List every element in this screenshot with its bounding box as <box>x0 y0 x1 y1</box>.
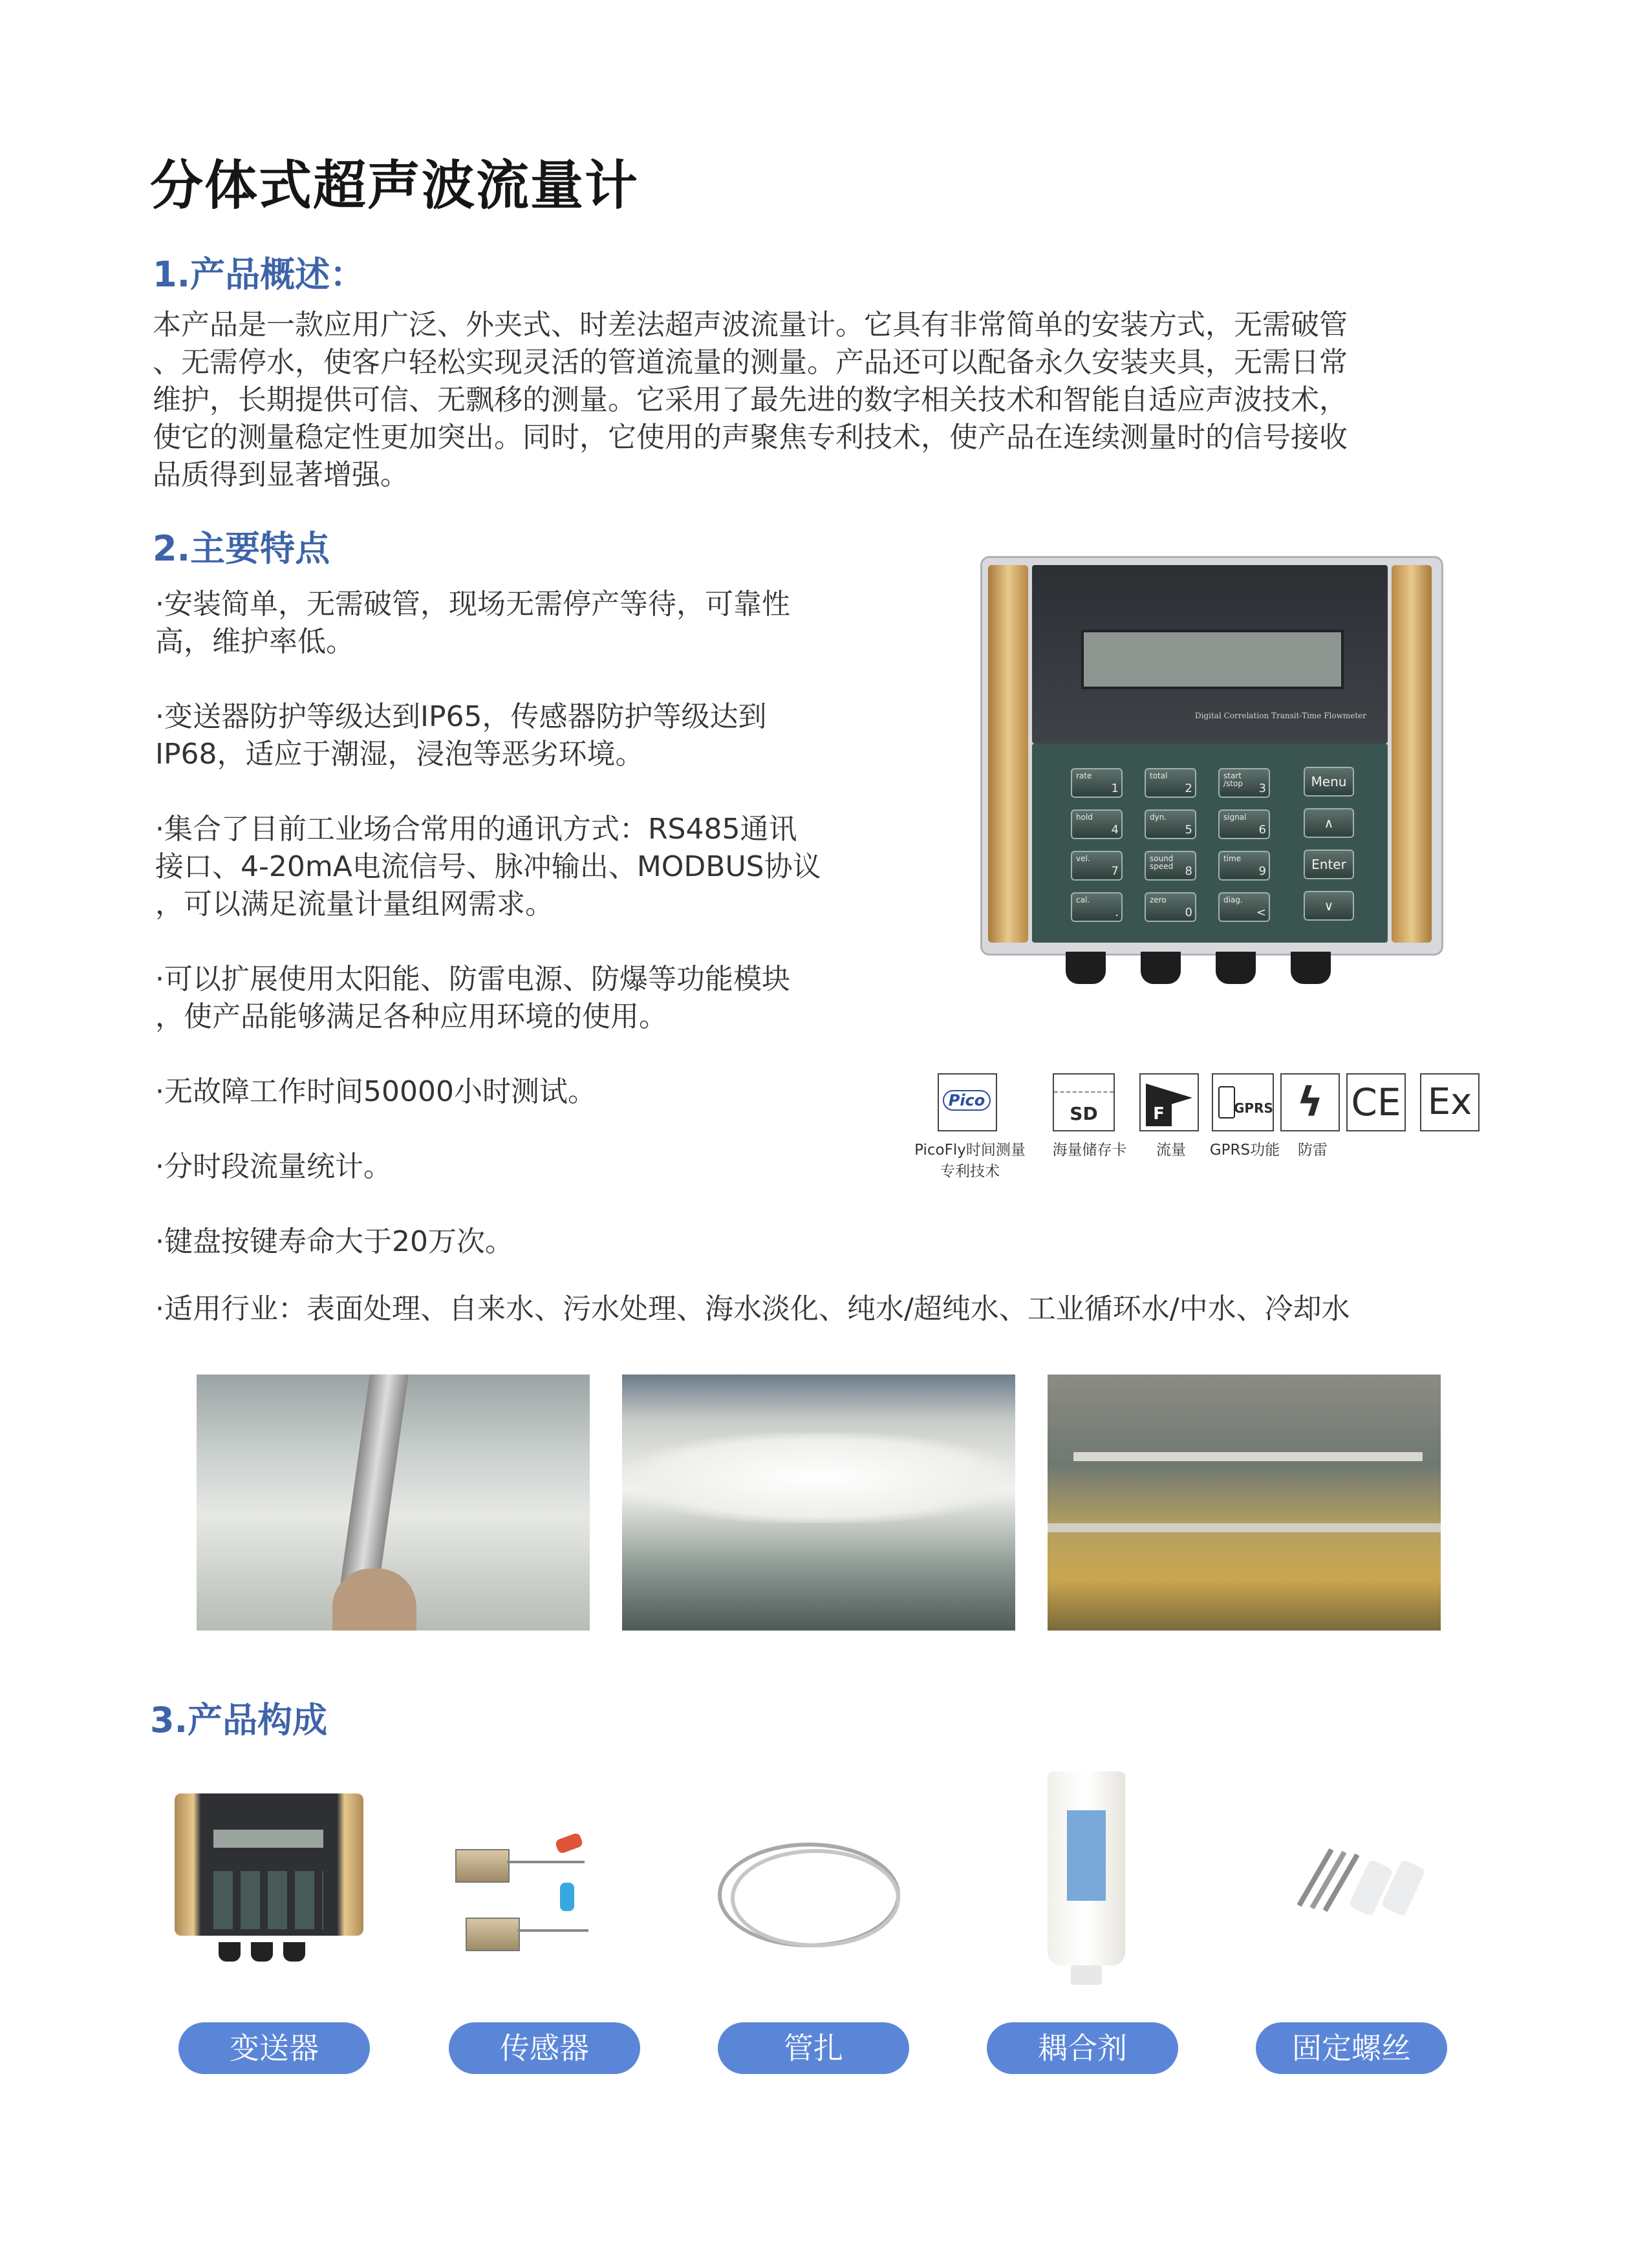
feature-line: ·变送器防护等级达到IP65，传感器防护等级达到 <box>155 700 767 733</box>
keypad-key[interactable]: signal 6 <box>1218 809 1270 839</box>
keypad-panel <box>1032 744 1388 943</box>
section1-heading: 1.产品概述： <box>153 254 365 295</box>
feature-line: 接口、4-20mA电流信号、脉冲输出、MODBUS协议 <box>155 850 821 883</box>
keypad-key[interactable]: start /stop 3 <box>1218 768 1270 798</box>
keypad-side-key[interactable]: Enter <box>1304 850 1354 879</box>
icon-label: 流量 <box>1156 1142 1186 1159</box>
component-couplant-label: 耦合剂 <box>987 2022 1178 2074</box>
photo-aeration-tank <box>197 1375 590 1631</box>
component-transmitter-label: 变送器 <box>178 2022 370 2074</box>
overview-line: 本产品是一款应用广泛、外夹式、时差法超声波流量计。它具有非常简单的安装方式，无需破管 <box>153 308 1348 341</box>
lightning-icon: ϟ <box>1280 1073 1340 1131</box>
section2-heading: 2.主要特点 <box>153 528 330 569</box>
keypad-key[interactable]: zero 0 <box>1145 892 1196 922</box>
keypad-key[interactable]: vel. 7 <box>1071 851 1123 881</box>
keypad-key[interactable]: diag. < <box>1218 892 1270 922</box>
feature-item <box>155 586 918 661</box>
couplant-tube-image <box>1035 1771 1138 1985</box>
device-caption: Digital Correlation Transit-Time Flowmeter <box>1195 711 1367 720</box>
feature-line: ，使产品能够满足各种应用环境的使用。 <box>155 1000 667 1033</box>
feature-line: ，可以满足流量计量组网需求。 <box>155 888 554 921</box>
icon-label: PicoFly时间测量 专利技术 <box>914 1142 1026 1180</box>
industry-line: ·适用行业：表面处理、自来水、污水处理、海水淡化、纯水/超纯水、工业循环水/中水、冷却水 <box>155 1292 1350 1325</box>
ex-mark-icon: Ex <box>1420 1073 1480 1131</box>
screws-image <box>1274 1849 1442 1927</box>
keypad-key[interactable]: sound speed 8 <box>1145 851 1196 881</box>
keypad-key[interactable]: dyn. 5 <box>1145 809 1196 839</box>
keypad-key[interactable]: rate 1 <box>1071 768 1123 798</box>
overview-line: 、无需停水，使客户轻松实现灵活的管道流量的测量。产品还可以配备永久安装夹具，无需日常 <box>153 346 1348 379</box>
keypad-side-key[interactable]: ∧ <box>1304 808 1354 838</box>
section3-heading: 3.产品构成 <box>150 1700 328 1740</box>
feature-item <box>155 1073 918 1111</box>
keypad-key[interactable]: time 9 <box>1218 851 1270 881</box>
keypad-key[interactable]: total 2 <box>1145 768 1196 798</box>
cable-gland <box>1066 952 1106 984</box>
page-title: 分体式超声波流量计 <box>150 155 640 217</box>
transmitter-image <box>175 1793 363 1936</box>
feature-line: ·分时段流量统计。 <box>155 1150 392 1183</box>
picofly-logo-icon: Pico <box>938 1073 997 1131</box>
cable-gland <box>1291 952 1331 984</box>
feature-item <box>155 1223 918 1261</box>
icon-label: 防雷 <box>1298 1142 1328 1159</box>
feature-list <box>155 586 918 1261</box>
gold-side-panel <box>1392 565 1432 943</box>
icon-label: 海量储存卡 <box>1052 1142 1127 1159</box>
feature-item <box>155 698 918 773</box>
overview-line: 品质得到显著增强。 <box>153 458 409 491</box>
keypad-key[interactable]: hold 4 <box>1071 809 1123 839</box>
display-panel <box>1032 565 1388 744</box>
keypad-key[interactable]: cal. . <box>1071 892 1123 922</box>
pipe-clamp-image <box>711 1823 905 1952</box>
feature-line: ·安装简单，无需破管，现场无需停产等待，可靠性 <box>155 588 790 621</box>
feature-line: ·无故障工作时间50000小时测试。 <box>155 1075 596 1108</box>
keypad-side-key[interactable]: ∨ <box>1304 891 1354 921</box>
feature-item <box>155 811 918 923</box>
photo-settling-basin <box>1048 1375 1441 1631</box>
icon-label: GPRS功能 <box>1209 1142 1280 1159</box>
ce-mark-icon: CE <box>1346 1073 1406 1131</box>
sensor-image <box>446 1823 647 1972</box>
flow-icon: F <box>1139 1073 1199 1131</box>
component-clamp-label: 管扎 <box>718 2022 909 2074</box>
feature-item <box>155 1148 918 1186</box>
keypad-side-key[interactable]: Menu <box>1304 767 1354 797</box>
cable-gland <box>1216 952 1256 984</box>
gold-side-panel <box>988 565 1028 943</box>
overview-line: 使它的测量稳定性更加突出。同时，它使用的声聚焦专利技术，使产品在连续测量时的信号接收 <box>153 421 1348 454</box>
photo-foam-treatment <box>622 1375 1015 1631</box>
feature-line: 高，维护率低。 <box>155 625 354 658</box>
overview-line: 维护，长期提供可信、无飘移的测量。它采用了最先进的数字相关技术和智能自适应声波技术， <box>153 383 1348 416</box>
feature-line: ·集合了目前工业场合常用的通讯方式：RS485通讯 <box>155 813 797 846</box>
transmitter-glands <box>173 1942 341 1968</box>
component-sensor-label: 传感器 <box>449 2022 640 2074</box>
component-screws-label: 固定螺丝 <box>1256 2022 1447 2074</box>
overview-paragraph <box>153 306 1511 494</box>
flowmeter-device-image <box>980 556 1439 963</box>
feature-line: IP68，适应于潮湿，浸泡等恶劣环境。 <box>155 738 644 771</box>
lcd-screen <box>1081 630 1344 689</box>
feature-line: ·可以扩展使用太阳能、防雷电源、防爆等功能模块 <box>155 963 790 996</box>
feature-item <box>155 961 918 1036</box>
cable-gland <box>1141 952 1181 984</box>
gprs-icon: GPRS <box>1212 1073 1274 1131</box>
feature-line: ·键盘按键寿命大于20万次。 <box>155 1225 513 1258</box>
sd-card-icon: SD <box>1053 1073 1115 1131</box>
